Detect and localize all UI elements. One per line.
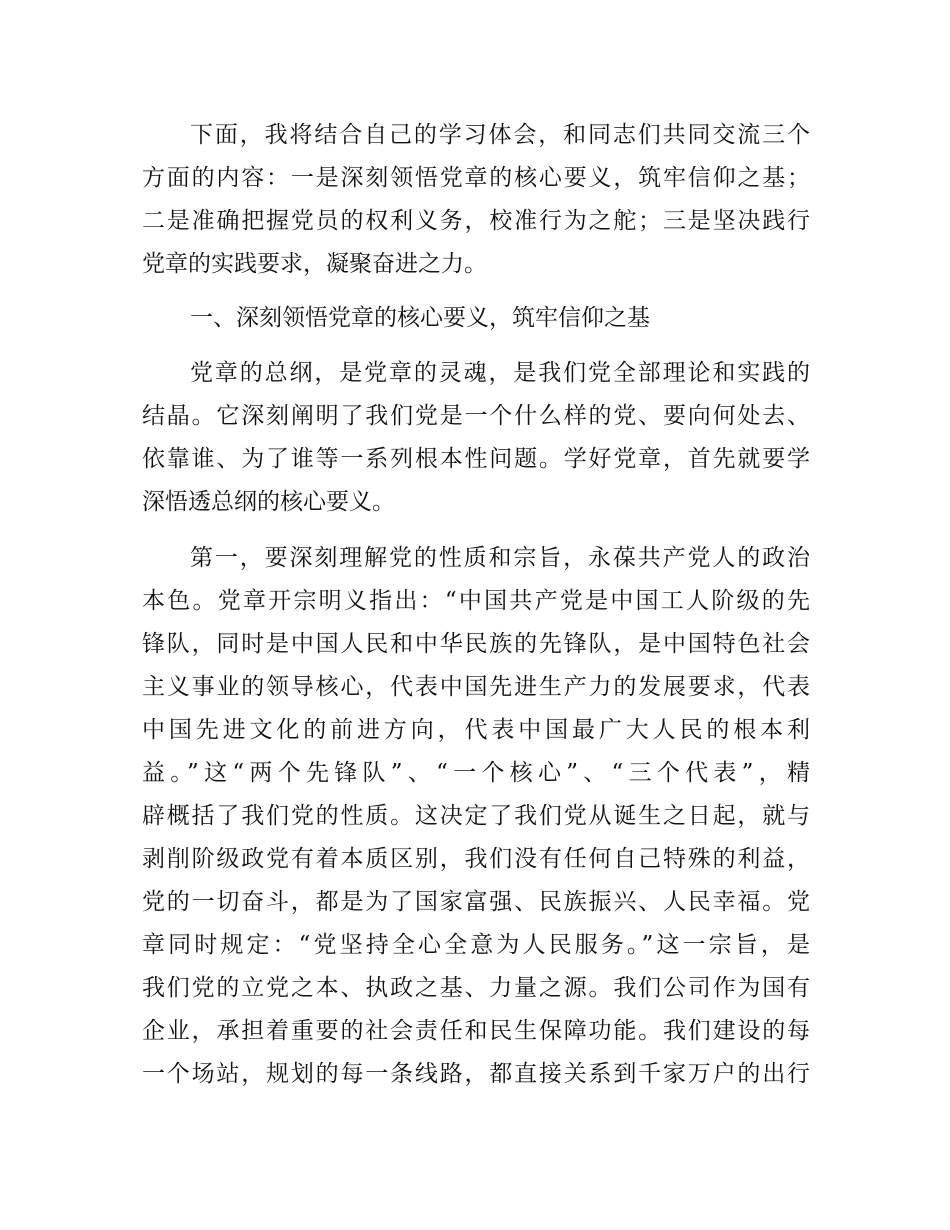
paragraph-line: 主义事业的领导核心，代表中国先进生产力的发展要求，代表: [142, 674, 810, 700]
paragraph-line: 章同时规定：“党坚持全心全意为人民服务。”这一宗旨，是: [142, 932, 810, 958]
paragraph-line: 方面的内容：一是深刻领悟党章的核心要义，筑牢信仰之基；: [142, 165, 810, 191]
paragraph-line: 下面，我将结合自己的学习体会，和同志们共同交流三个: [190, 122, 810, 148]
paragraph-line: 依靠谁、为了谁等一系列根本性问题。学好党章，首先就要学: [142, 446, 810, 472]
paragraph-line: 中国先进文化的前进方向，代表中国最广大人民的根本利: [142, 717, 810, 743]
paragraph-line: 我们党的立党之本、执政之基、力量之源。我们公司作为国有: [142, 975, 810, 1001]
paragraph-line: 党章的总纲，是党章的灵魂，是我们党全部理论和实践的: [190, 360, 810, 386]
section-heading: 一、深刻领悟党章的核心要义，筑牢信仰之基: [190, 305, 650, 331]
paragraph-line: 结晶。它深刻阐明了我们党是一个什么样的党、要向何处去、: [142, 403, 810, 429]
paragraph-line: 益。”这“两个先锋队”、“一个核心”、“三个代表”，精: [142, 760, 810, 786]
paragraph-line: 深悟透总纲的核心要义。: [142, 489, 395, 515]
paragraph-line: 剥削阶级政党有着本质区别，我们没有任何自己特殊的利益，: [142, 846, 810, 872]
paragraph-line: 二是准确把握党员的权利义务，校准行为之舵；三是坚决践行: [142, 208, 810, 234]
paragraph-line: 一个场站，规划的每一条线路，都直接关系到千家万户的出行: [142, 1061, 810, 1087]
paragraph-line: 辟概括了我们党的性质。这决定了我们党从诞生之日起，就与: [142, 803, 810, 829]
paragraph-line: 党的一切奋斗，都是为了国家富强、民族振兴、人民幸福。党: [142, 889, 810, 915]
paragraph-line: 第一，要深刻理解党的性质和宗旨，永葆共产党人的政治: [190, 545, 810, 571]
paragraph-line: 锋队，同时是中国人民和中华民族的先锋队，是中国特色社会: [142, 631, 810, 657]
paragraph-line: 企业，承担着重要的社会责任和民生保障功能。我们建设的每: [142, 1018, 810, 1044]
paragraph-line: 本色。党章开宗明义指出：“中国共产党是中国工人阶级的先: [142, 588, 810, 614]
paragraph-line: 党章的实践要求，凝聚奋进之力。: [142, 251, 487, 277]
